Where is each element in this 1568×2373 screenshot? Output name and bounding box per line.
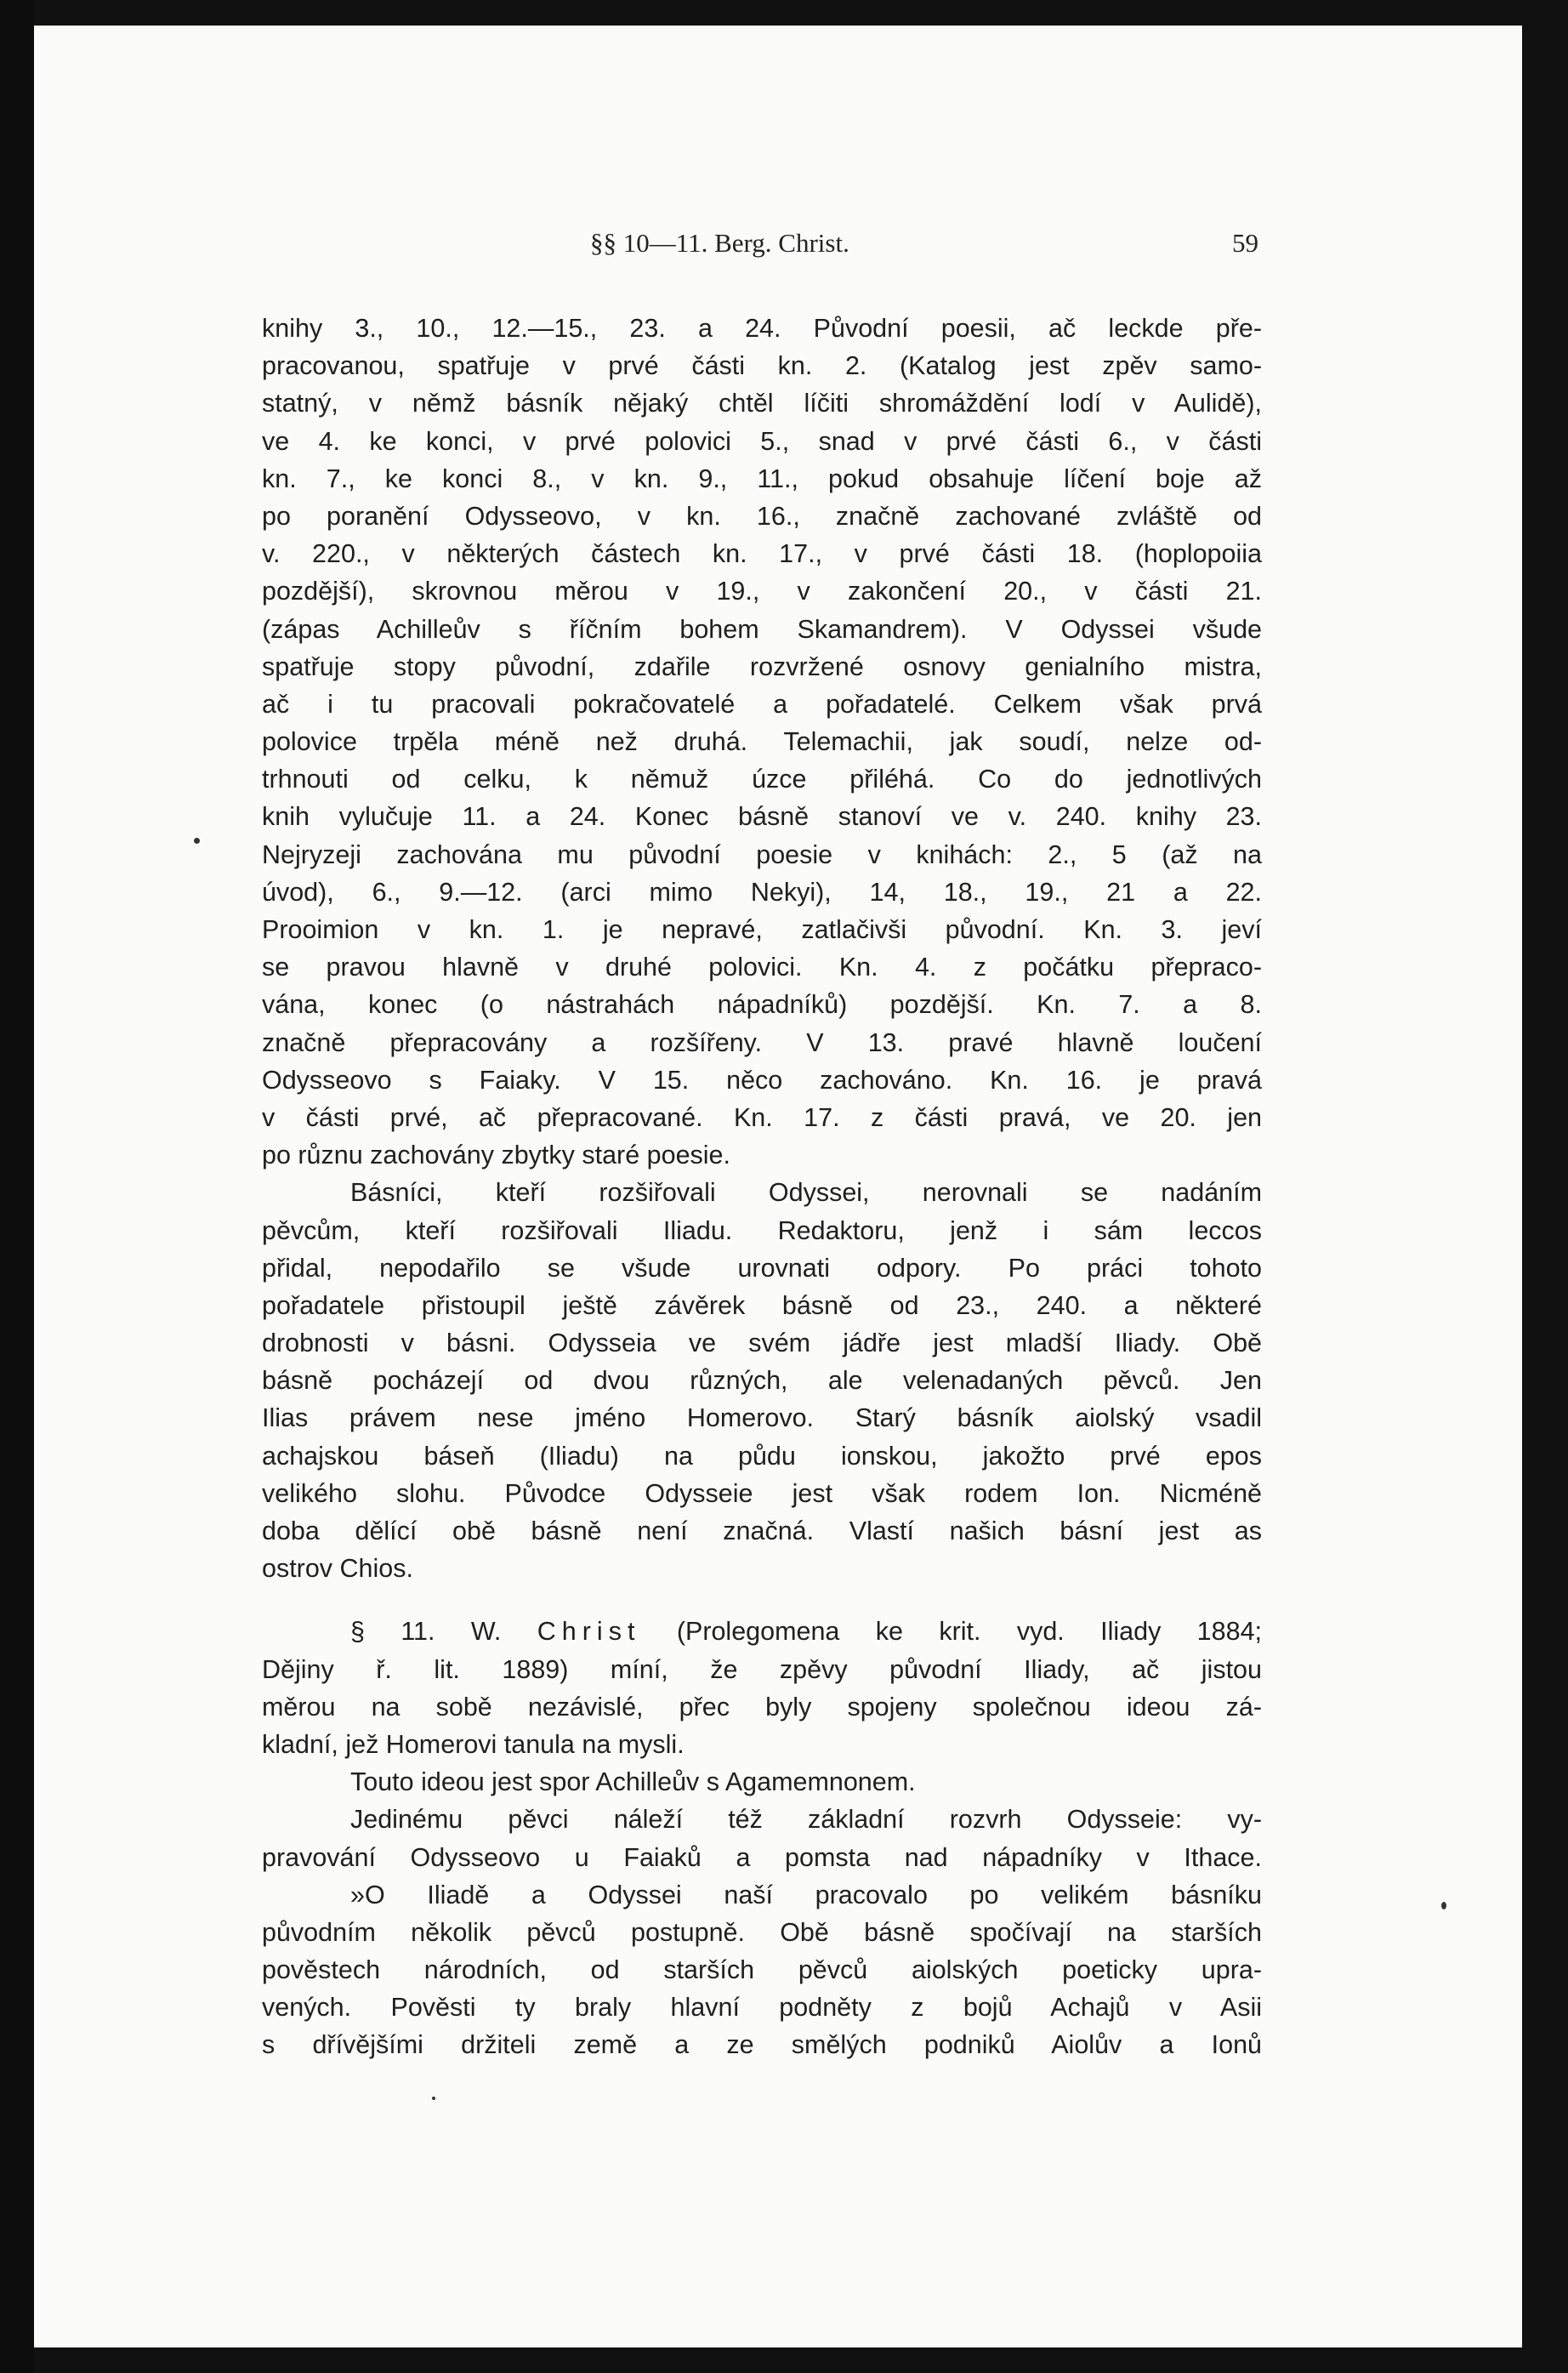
text-line: po poranění Odysseovo, v kn. 16., značně zachované zvláště od	[262, 501, 1262, 531]
scan-speck	[432, 2097, 435, 2100]
text-line: velikého slohu. Původce Odysseie jest však rodem Ion. Nicméně	[262, 1478, 1262, 1508]
text-line: knihy 3., 10., 12.—15., 23. a 24. Původní poesii, ač leckde pře-	[262, 314, 1262, 343]
text-line: ač i tu pracovali pokračovatelé a pořadatelé. Celkem však prvá	[262, 689, 1262, 719]
text-line: polovice trpěla méně než druhá. Telemachii, jak soudí, nelze od-	[262, 727, 1262, 757]
text-line: v části prvé, ač přepracované. Kn. 17. z části pravá, ve 20. jen	[262, 1102, 1262, 1132]
text-line: pravování Odysseovo u Faiaků a pomsta nad nápadníky v Ithace.	[262, 1842, 1262, 1872]
text-line: statný, v němž básník nějaký chtěl líčiti shromáždění lodí v Aulidě),	[262, 389, 1262, 418]
paragraph-6	[262, 1876, 1262, 2064]
text-line: po různu zachovány zbytky staré poesie.	[262, 1141, 730, 1170]
text-line: měrou na sobě nezávislé, přec byly spojeny společnou ideou zá-	[262, 1692, 1262, 1721]
text-line: značně přepracovány a rozšířeny. V 13. pravé hlavně loučení	[262, 1027, 1262, 1057]
body-text	[262, 310, 1262, 2064]
text-line: pořadatele přistoupil ještě závěrek básně od 23., 240. a některé	[262, 1290, 1262, 1320]
scan-speck	[194, 838, 200, 844]
author-name: Christ	[537, 1617, 641, 1647]
section-gap	[262, 1587, 1262, 1613]
paragraph-2	[262, 1174, 1262, 1587]
text-line: Prooimion v kn. 1. je nepravé, zatlačivši původní. Kn. 3. jeví	[262, 915, 1262, 944]
text-line: Jedinému pěvci náleží též základní rozvrh Odysseie: vy-	[350, 1805, 1262, 1835]
text-line: v. 220., v některých částech kn. 17., v prvé části 18. (hoplopoiia	[262, 539, 1262, 569]
text-line: pozdější), skrovnou měrou v 19., v zakončení 20., v části 21.	[262, 577, 1262, 606]
text-line: pověstech národních, od starších pěvců aiolských poeticky upra-	[262, 1955, 1262, 1985]
text-line: knih vylučuje 11. a 24. Konec básně stanoví ve v. 240. knihy 23.	[262, 802, 1262, 832]
text-line: ve 4. ke konci, v prvé polovici 5., snad v prvé části 6., v části	[262, 426, 1262, 456]
header-title: §§ 10—11. Berg. Christ.	[590, 228, 849, 258]
text-line: trhnouti od celku, k němuž úzce přiléhá. Co do jednotlivých	[262, 765, 1262, 794]
running-header	[255, 228, 1258, 265]
text-line: úvod), 6., 9.—12. (arci mimo Nekyi), 14, 18., 19., 21 a 22.	[262, 877, 1262, 907]
text-line: Odysseovo s Faiaky. V 15. něco zachováno. Kn. 16. je pravá	[262, 1065, 1262, 1095]
text-line: Nejryzeji zachována mu původní poesie v knihách: 2., 5 (až na	[262, 839, 1262, 869]
text-line: Touto ideou jest spor Achilleův s Agamemnonem.	[350, 1767, 916, 1797]
page-number: 59	[1232, 228, 1258, 258]
section-heading-line	[262, 1613, 1262, 1650]
text-line: přidal, nepodařilo se všude urovnati odpory. Po práci tohoto	[262, 1253, 1262, 1283]
text-line: Ilias právem nese jméno Homerovo. Starý básník aiolský vsadil	[262, 1403, 1262, 1433]
scan-speck	[1441, 1902, 1446, 1909]
text-line: »O Iliadě a Odyssei naší pracovalo po velikém básníku	[350, 1880, 1262, 1909]
text-line: vána, konec (o nástrahách nápadníků) pozdější. Kn. 7. a 8.	[262, 990, 1262, 1020]
paragraph-1	[262, 310, 1262, 1174]
text-line: ostrov Chios.	[262, 1554, 413, 1584]
section-sign: § 11. W.	[350, 1617, 502, 1647]
paragraph-4	[262, 1763, 1262, 1801]
scan-left-border	[0, 0, 34, 2373]
text-line: (zápas Achilleův s říčním bohem Skamandrem). V Odyssei všude	[262, 614, 1262, 644]
text-line: vených. Pověsti ty braly hlavní podněty z bojů Achajů v Asii	[262, 1993, 1262, 2023]
text-line: původním několik pěvců postupně. Obě básně spočívají na starších	[262, 1917, 1262, 1947]
text-line: spatřuje stopy původní, zdařile rozvržené osnovy genialního mistra,	[262, 652, 1262, 681]
text-line: s dřívějšími držiteli země a ze smělých podniků Aiolův a Ionů	[262, 2030, 1262, 2060]
text-line: se pravou hlavně v druhé polovici. Kn. 4. z počátku přepraco-	[262, 953, 1262, 982]
text-line: kladní, jež Homerovi tanula na mysli.	[262, 1729, 685, 1759]
paragraph-5	[262, 1801, 1262, 1875]
text-line: drobnosti v básni. Odysseia ve svém jádře jest mladší Iliady. Obě	[262, 1329, 1262, 1358]
text-line: doba dělící obě básně není značná. Vlastí našich básní jest as	[262, 1517, 1262, 1545]
text-line: Dějiny ř. lit. 1889) míní, že zpěvy původní Iliady, ač jistou	[262, 1654, 1262, 1684]
text-line: achajskou báseň (Iliadu) na půdu ionskou, jakožto prvé epos	[262, 1441, 1262, 1471]
text-line: pěvcům, kteří rozšiřovali Iliadu. Redaktoru, jenž i sám leccos	[262, 1215, 1262, 1245]
text-line: básně pocházejí od dvou různých, ale velenadaných pěvců. Jen	[262, 1366, 1262, 1396]
text-line: pracovanou, spatřuje v prvé části kn. 2. (Katalog jest zpěv samo-	[262, 351, 1262, 381]
text-line: kn. 7., ke konci 8., v kn. 9., 11., pokud obsahuje líčení boje až	[262, 464, 1262, 493]
text-line: (Prolegomena ke krit. vyd. Iliady 1884;	[676, 1617, 1262, 1647]
text-line: Básníci, kteří rozšiřovali Odyssei, nerovnali se nadáním	[350, 1178, 1262, 1208]
section-11	[262, 1613, 1262, 1763]
